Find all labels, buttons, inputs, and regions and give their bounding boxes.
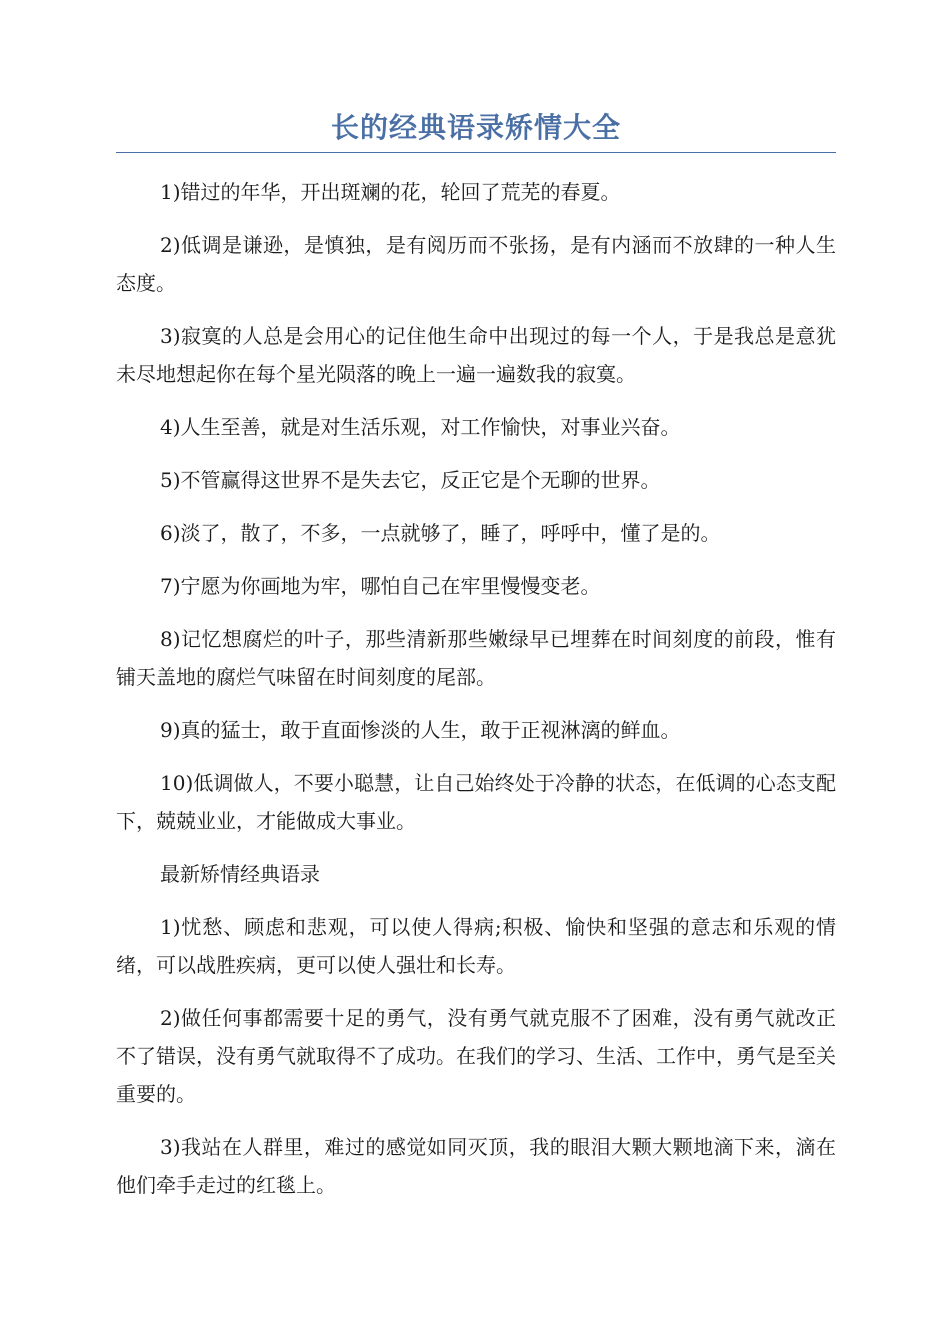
paragraph: 2)低调是谦逊，是慎独，是有阅历而不张扬，是有内涵而不放肆的一种人生态度。 [116,233,836,295]
paragraph: 2)做任何事都需要十足的勇气，没有勇气就克服不了困难，没有勇气就改正不了错误，没有勇气就取得不了成功。在我们的学习、生活、工作中，勇气是至关重要的。 [116,1006,836,1106]
paragraph: 9)真的猛士，敢于直面惨淡的人生，敢于正视淋漓的鲜血。 [160,718,681,742]
paragraph: 7)宁愿为你画地为牢，哪怕自己在牢里慢慢变老。 [160,574,601,598]
document-page [116,108,836,1219]
paragraph: 6)淡了，散了，不多，一点就够了，睡了，呼呼中，懂了是的。 [160,521,721,545]
paragraph: 3)寂寞的人总是会用心的记住他生命中出现过的每一个人，于是我总是意犹未尽地想起你在每个星光陨落的晚上一遍一遍数我的寂寞。 [116,324,836,386]
document-title: 长的经典语录矫情大全 [330,111,621,144]
paragraph: 8)记忆想腐烂的叶子，那些清新那些嫩绿早已埋葬在时间刻度的前段，惟有铺天盖地的腐烂气味留在时间刻度的尾部。 [116,627,836,689]
section-heading: 最新矫情经典语录 [160,862,320,886]
paragraph: 10)低调做人，不要小聪慧，让自己始终处于冷静的状态，在低调的心态支配下，兢兢业业，才能做成大事业。 [116,771,836,833]
paragraph: 3)我站在人群里，难过的感觉如同灭顶，我的眼泪大颗大颗地滴下来，滴在他们牵手走过的红毯上。 [116,1135,836,1197]
title-underline [116,152,836,153]
paragraph: 4)人生至善，就是对生活乐观，对工作愉快，对事业兴奋。 [160,415,681,439]
paragraph: 1)忧愁、顾虑和悲观，可以使人得病;积极、愉快和坚强的意志和乐观的情绪，可以战胜疾病，更可以使人强壮和长寿。 [116,915,836,977]
paragraph: 1)错过的年华，开出斑斓的花，轮回了荒芜的春夏。 [160,180,621,204]
paragraph: 5)不管赢得这世界不是失去它，反正它是个无聊的世界。 [160,468,661,492]
